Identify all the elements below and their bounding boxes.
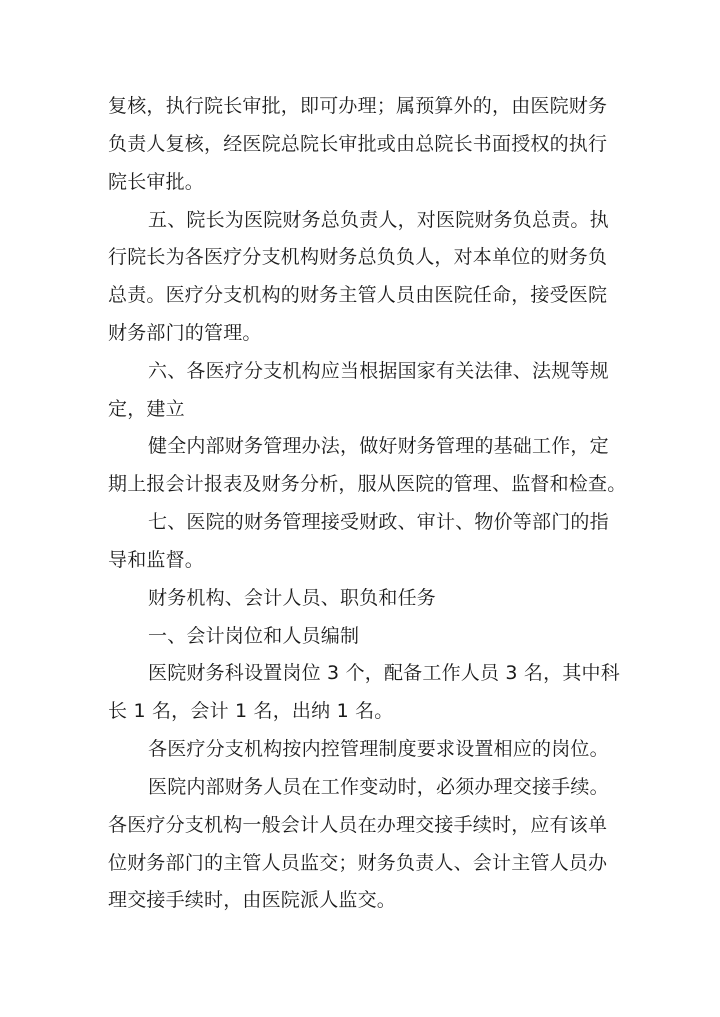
text-line: 财务部门的管理。: [108, 322, 262, 344]
text-line: 位财务部门的主管人员监交；财务负责人、会计主管人员办: [108, 852, 608, 874]
text-line: 七、医院的财务管理接受财政、审计、物价等部门的指: [148, 511, 609, 533]
text-line: 行院长为各医疗分支机构财务总负负人，对本单位的财务负: [108, 246, 608, 268]
text-line: 长 1 名，会计 1 名，出纳 1 名。: [108, 700, 394, 722]
text-line: 各医疗分支机构一般会计人员在办理交接手续时，应有该单: [108, 814, 608, 836]
text-line: 医院内部财务人员在工作变动时，必须办理交接手续。: [148, 776, 609, 798]
text-line: 五、院长为医院财务总负责人，对医院财务负总责。执: [148, 209, 609, 231]
text-line: 负责人复核，经医院总院长审批或由总院长书面授权的执行: [108, 133, 608, 155]
text-line: 各医疗分支机构按内控管理制度要求设置相应的岗位。: [148, 738, 609, 760]
section-heading: 财务机构、会计人员、职负和任务: [148, 587, 437, 609]
text-line: 导和监督。: [108, 549, 205, 571]
text-line: 定，建立: [108, 398, 185, 420]
text-line: 期上报会计报表及财务分析，服从医院的管理、监督和检查。: [108, 473, 627, 495]
text-line: 院长审批。: [108, 171, 205, 193]
subsection-heading: 一、会计岗位和人员编制: [148, 625, 360, 647]
text-line: 总责。医疗分支机构的财务主管人员由医院任命，接受医院: [108, 284, 608, 306]
text-line: 理交接手续时，由医院派人监交。: [108, 889, 397, 911]
text-line: 复核，执行院长审批，即可办理；属预算外的，由医院财务: [108, 95, 608, 117]
text-line: 健全内部财务管理办法，做好财务管理的基础工作，定: [148, 435, 609, 457]
text-line: 六、各医疗分支机构应当根据国家有关法律、法规等规: [148, 360, 609, 382]
text-line: 医院财务科设置岗位 3 个，配备工作人员 3 名，其中科: [148, 662, 620, 684]
